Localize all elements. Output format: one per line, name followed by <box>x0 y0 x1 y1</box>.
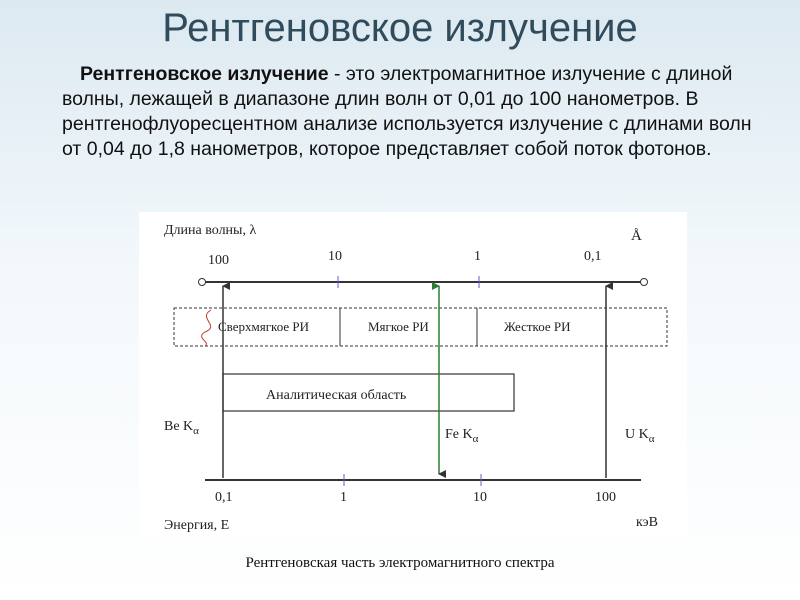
spectrum-diagram <box>139 212 687 537</box>
wl-tick-label-1: 1 <box>474 249 481 264</box>
energy-unit: кэВ <box>636 515 658 530</box>
wavelength-axis-label: Длина волны, λ <box>164 223 257 238</box>
region-ultrasoft-label: Сверхмягкое РИ <box>218 319 309 334</box>
en-tick-label-10: 10 <box>473 490 487 505</box>
wl-axis-end-left <box>199 279 206 286</box>
wl-axis-end-right <box>641 279 648 286</box>
region-hard-label: Жесткое РИ <box>504 319 571 334</box>
slide-title: Рентгеновское излучение <box>162 6 638 50</box>
en-tick-label-1: 1 <box>340 490 347 505</box>
paragraph-text: - это электромагнитное излучение с длиной волны, лежащей в диапазоне длин волн от 0,01 до 100 нанометров. В рентгенофлуоресцентном анализе используется излучение с длинами волн от 0,04 до 1,8 нанометров, которое представляет собой поток фотонов. <box>62 63 752 160</box>
analytic-region-label: Аналитическая область <box>266 388 407 403</box>
wl-tick-label-10: 10 <box>328 249 342 264</box>
soft-region-wave-boundary <box>202 310 211 346</box>
en-tick-label-100: 100 <box>595 490 616 505</box>
region-soft-label: Мягкое РИ <box>368 319 429 334</box>
wavelength-unit: Å <box>631 228 642 244</box>
fe-k-alpha-label: Fe $K_\alpha$ <box>445 427 479 445</box>
diagram-caption: Рентгеновская часть электромагнитного спектра <box>245 555 555 571</box>
u-k-alpha-label: U $K_\alpha$ <box>625 427 655 445</box>
intro-paragraph <box>62 62 762 162</box>
term-bold: Рентгеновское излучение <box>80 63 329 85</box>
be-k-alpha-label: Be $K_\alpha$ <box>164 419 199 437</box>
wl-tick-label-0-1: 0,1 <box>584 249 602 264</box>
wl-tick-label-100: 100 <box>208 253 229 268</box>
energy-axis-label: Энергия, E <box>164 518 230 533</box>
en-tick-label-0-1: 0,1 <box>215 490 233 505</box>
